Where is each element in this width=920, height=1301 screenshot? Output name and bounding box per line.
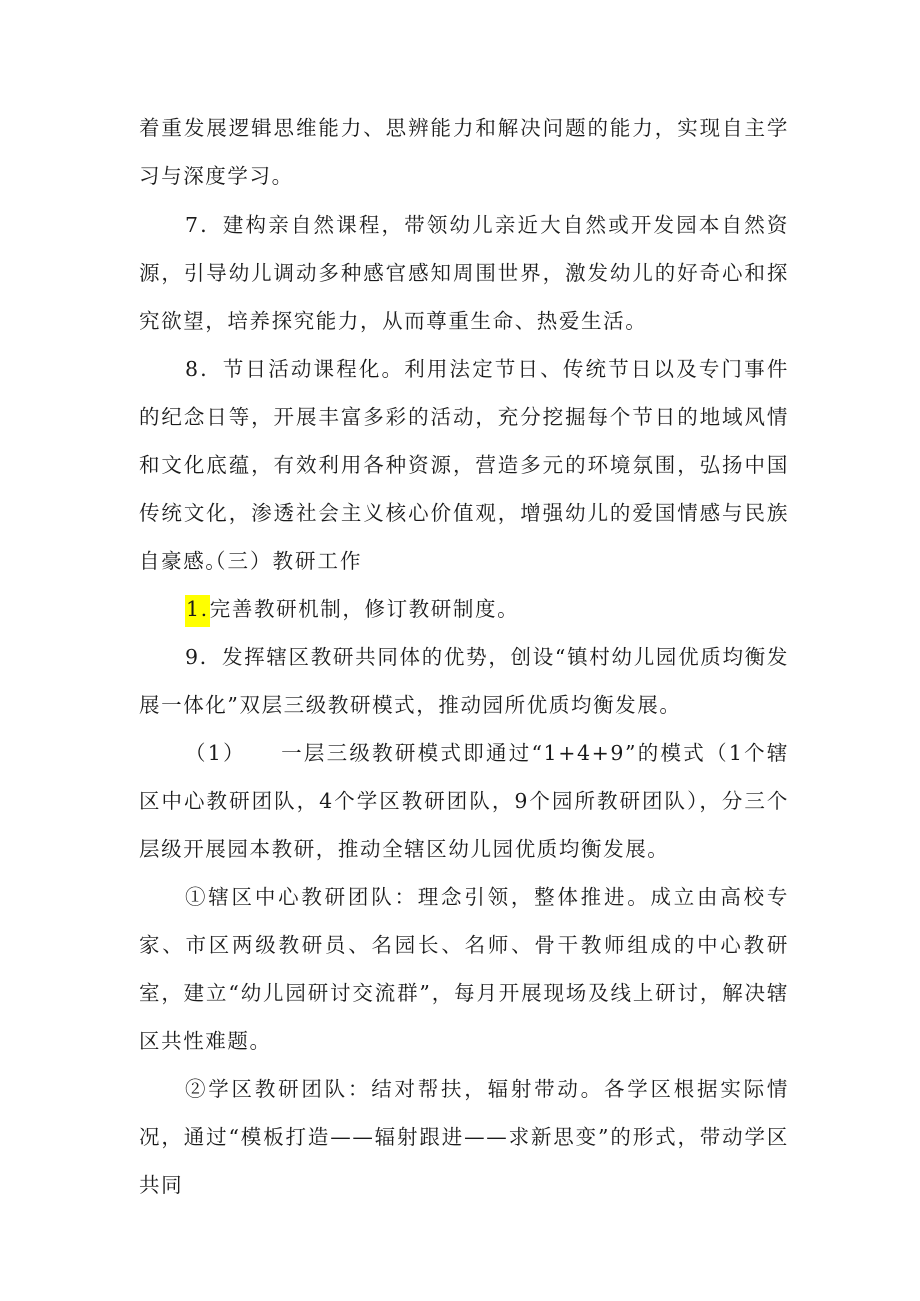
paragraph-circle-1: ①辖区中心教研团队：理念引领，整体推进。成立由高校专家、市区两级教研员、名园长、名师、骨干教师组成的中心教研室，建立“幼儿园研讨交流群”，每月开展现场及线上研讨，解决辖区共性难题。 bbox=[139, 885, 789, 1053]
paragraph-item-9: 9．发挥辖区教研共同体的优势，创设“镇村幼儿园优质均衡发展一体化”双层三级教研模式，推动园所优质均衡发展。 bbox=[139, 645, 789, 717]
list-item-1-text: 完善教研机制，修订教研制度。 bbox=[209, 597, 520, 621]
paragraph-circle-2: ②学区教研团队：结对帮扶，辐射带动。各学区根据实际情况，通过“模板打造——辐射跟进——求新思变”的形式，带动学区共同 bbox=[139, 1077, 789, 1197]
paragraph-sub-1: （1） 一层三级教研模式即通过“1+4+9”的模式（1个辖区中心教研团队，4个学区教研团队，9个园所教研团队），分三个层级开展园本教研，推动全辖区幼儿园优质均衡发展。 bbox=[139, 741, 789, 861]
paragraph-item-7: 7．建构亲自然课程，带领幼儿亲近大自然或开发园本自然资源，引导幼儿调动多种感官感知周围世界，激发幼儿的好奇心和探究欲望，培养探究能力，从而尊重生命、热爱生活。 bbox=[139, 213, 789, 333]
list-item-1 bbox=[185, 585, 785, 633]
highlighted-number: 1. bbox=[185, 595, 210, 627]
paragraph-item-8: 8．节日活动课程化。利用法定节日、传统节日以及专门事件的纪念日等，开展丰富多彩的活动，充分挖掘每个节日的地域风情和文化底蕴，有效利用各种资源，营造多元的环境氛围，弘扬中国传统文化，渗透社会主义核心价值观，增强幼儿的爱国情感与民族自豪感。 bbox=[139, 357, 789, 573]
paragraph-continuation: 着重发展逻辑思维能力、思辨能力和解决问题的能力，实现自主学习与深度学习。 bbox=[139, 116, 789, 188]
section-heading: （三）教研工作 bbox=[205, 549, 363, 573]
